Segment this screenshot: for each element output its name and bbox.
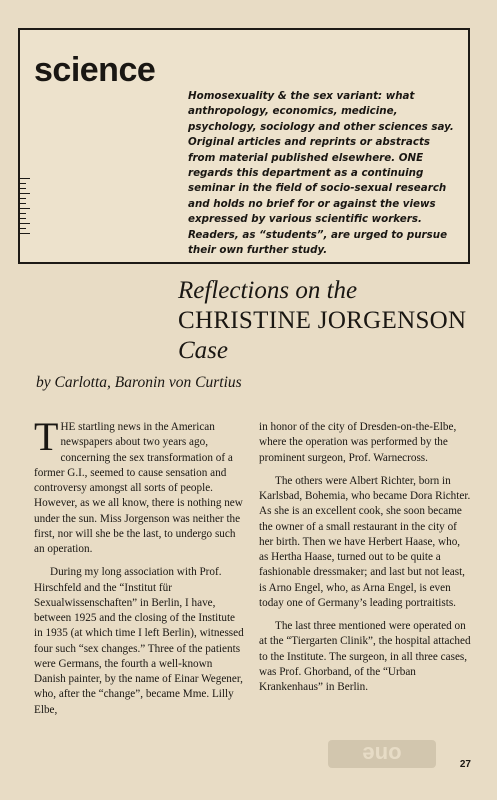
section-description: Homosexuality & the sex variant: what anthropology, economics, medicine, psychology, sociology and other sciences say. Original articles and reprints or abstracts from material published elsewhere. ONE regards this department as a continuing seminar in the field of socio-sexual research and holds no brief for or against the views expressed by various scientific workers. Readers, as “students”, are urged to pursue their own further study. [188,90,454,257]
paragraph: The others were Albert Richter, born in Karlsbad, Bohemia, who became Dora Richter. As she is an excellent cook, she soon became the owner of a small restaurant in the city of her birth. Then we have Herbert Haase, who, as Hertha Haase, turned out to be quite a fashionable dressmaker; and last but not least, is Arno Engel, who, as Arna Engel, is even today one of Germany’s leading portraitists. [259,474,471,609]
page-number: 27 [459,759,471,770]
ruler-icon [18,178,32,240]
title-line-1: Reflections on the [178,277,358,304]
byline: by Carlotta, Baronin von Curtius [36,374,242,391]
article-title [178,276,478,366]
paragraph [34,414,246,557]
drop-cap: T [34,414,59,459]
magazine-logo-watermark [328,740,436,768]
title-line-2: CHRISTINE JORGENSON [178,307,467,334]
paragraph-text: HE startling news in the American newspapers about two years ago, concerning the sex transformation of a former G.I., seemed to cause sensation and controversy amongst all sorts of people. However, as we all know, there is nothing new under the sun. Miss Jorgenson was neither the first, nor will she be the last, to undergo such an operation. [34,421,243,555]
article-column-right [259,420,471,703]
paragraph: During my long association with Prof. Hirschfeld and the “Institut für Sexualwissenschaften” in Berlin, I have, between 1925 and the closing of the Institute in 1935 (at which time I left Berlin), witnessed four such “sex changes.” Three of the patients were Germans, the fourth a well-known Danish painter, by the name of Einar Wegener, who, after the “change”, became Mme. Lilly Elbe, [34,566,244,716]
article-column-left [34,414,246,726]
section-label: science [34,51,156,89]
paragraph: in honor of the city of Dresden-on-the-Elbe, where the operation was performed by the prominent surgeon, Prof. Warnecross. [259,421,457,464]
watermark-text: one [362,742,402,767]
paragraph: The last three mentioned were operated on at the “Tiergarten Clinik”, the hospital attached to the Institute. The surgeon, in all three cases, was Prof. Ghorband, of the “Urban Krankenhaus” in Berlin. [259,620,471,693]
title-line-3: Case [178,337,228,364]
